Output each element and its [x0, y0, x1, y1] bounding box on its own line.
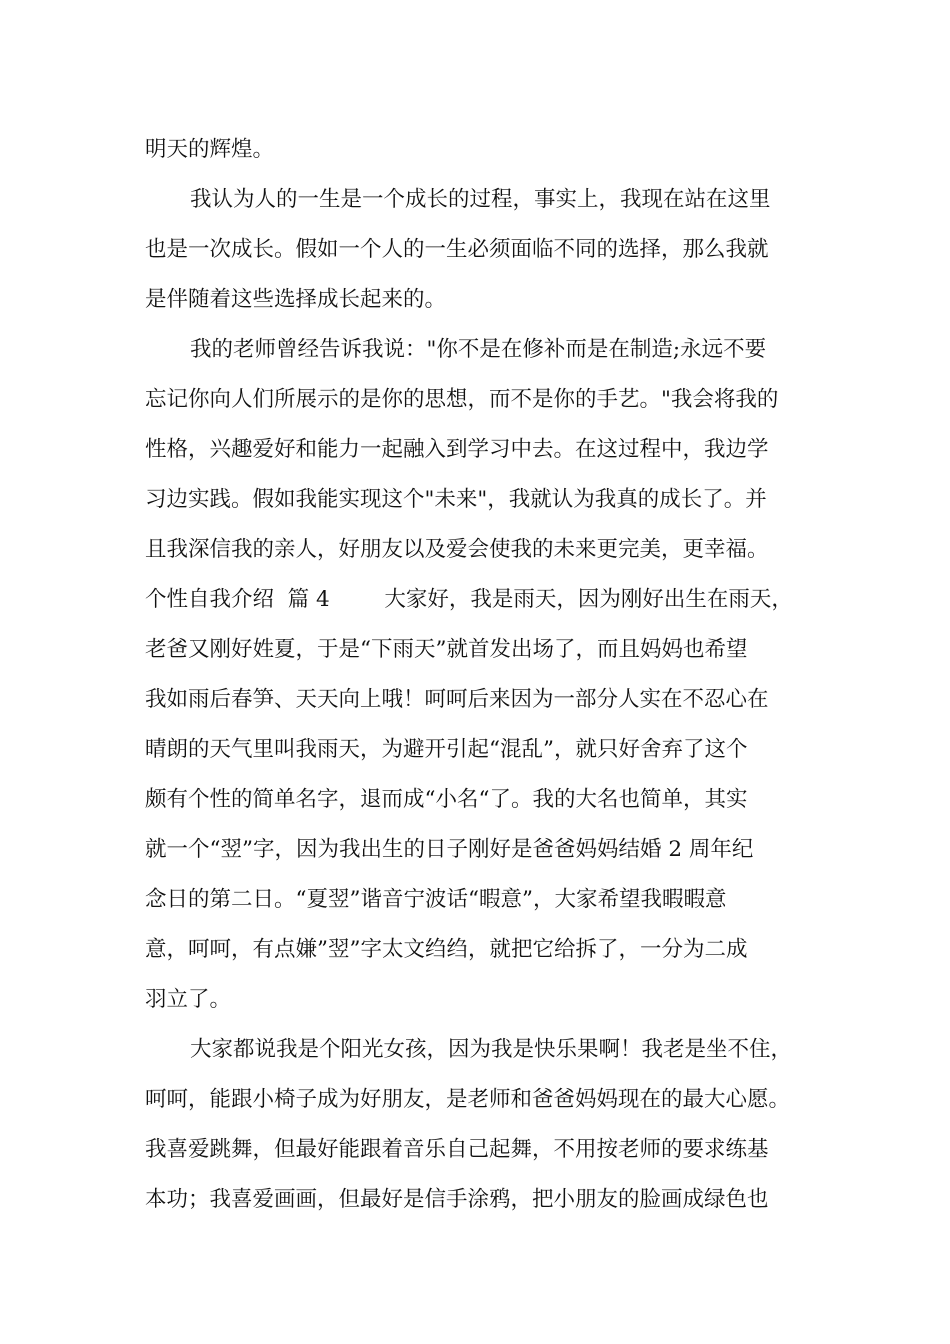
text-line: 我如雨后春笋、天天向上哦！呵呵后来因为一部分人实在不忍心在: [145, 687, 769, 712]
paragraph-first-line: 我认为人的一生是一个成长的过程，事实上，我现在站在这里: [190, 187, 771, 212]
section-heading-line: 个性自我介绍 篇 4 大家好，我是雨天，因为刚好出生在雨天，: [145, 587, 793, 612]
text-line: 晴朗的天气里叫我雨天，为避开引起“混乱”，就只好舍弃了这个: [145, 737, 748, 762]
text-line: 念日的第二日。“夏翌”谐音宁波话“暇意”，大家希望我暇暇意: [145, 887, 727, 912]
text-line: 羽立了。: [145, 987, 232, 1012]
text-line: 呵呵，能跟小椅子成为好朋友，是老师和爸爸妈妈现在的最大心愿。: [145, 1087, 791, 1112]
text-line: 我喜爱跳舞，但最好能跟着音乐自己起舞，不用按老师的要求练基: [145, 1137, 769, 1162]
text-line: 习边实践。假如我能实现这个"未来"，我就认为我真的成长了。并: [145, 487, 767, 512]
text-line: 明天的辉煌。: [145, 137, 275, 162]
text-line: 也是一次成长。假如一个人的一生必须面临不同的选择，那么我就: [145, 237, 769, 262]
text-line: 性格，兴趣爱好和能力一起融入到学习中去。在这过程中，我边学: [145, 437, 769, 462]
paragraph-first-line: 大家都说我是个阳光女孩，因为我是快乐果啊！我老是坐不住，: [190, 1037, 793, 1062]
text-line: 本功；我喜爱画画，但最好是信手涂鸦，把小朋友的脸画成绿色也: [145, 1187, 769, 1212]
paragraph-first-line: 我的老师曾经告诉我说："你不是在修补而是在制造;永远不要: [190, 337, 767, 362]
text-line: 且我深信我的亲人，好朋友以及爱会使我的未来更完美，更幸福。: [145, 537, 769, 562]
text-line: 忘记你向人们所展示的是你的思想，而不是你的手艺。"我会将我的: [145, 387, 779, 412]
text-line: 意，呵呵，有点嫌”翌”字太文绉绉，就把它给拆了，一分为二成: [145, 937, 748, 962]
text-line: 就一个“翌”字，因为我出生的日子刚好是爸爸妈妈结婚 2 周年纪: [145, 837, 754, 862]
text-line: 是伴随着这些选择成长起来的。: [145, 287, 447, 312]
text-line: 老爸又刚好姓夏，于是“下雨天”就首发出场了，而且妈妈也希望: [145, 637, 748, 662]
text-line: 颇有个性的简单名字，退而成“小名“了。我的大名也简单，其实: [145, 787, 748, 812]
